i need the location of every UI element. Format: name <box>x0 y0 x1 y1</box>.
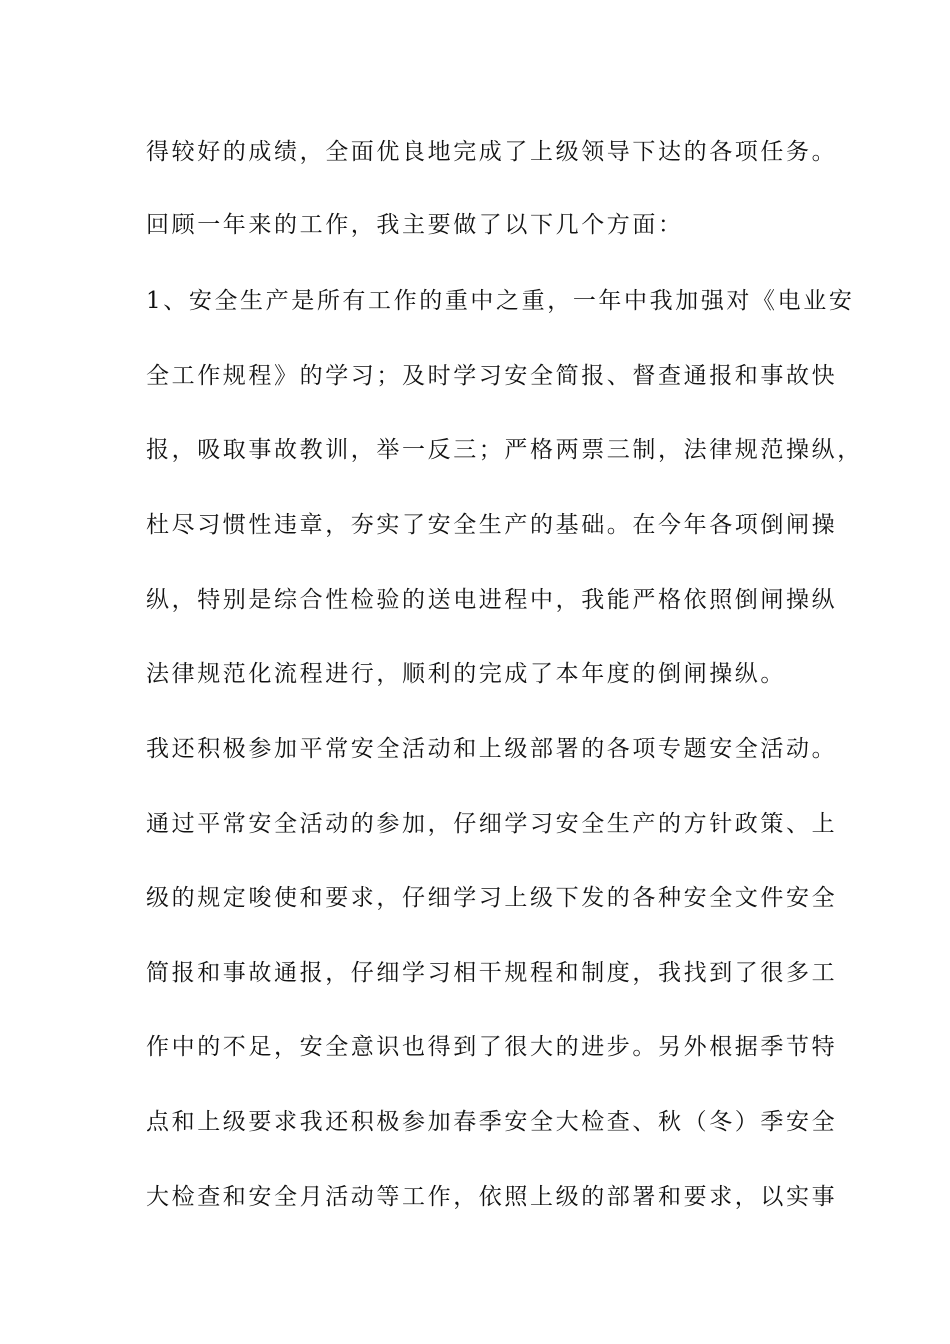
text-line: 回顾一年来的工作，我主要做了以下几个方面： <box>146 212 684 238</box>
text-line: 得较好的成绩，全面优良地完成了上级领导下达的各项任务。 <box>146 139 838 165</box>
text-line: 杜尽习惯性违章，夯实了安全生产的基础。在今年各项倒闸操 <box>146 512 838 538</box>
text-line: 全工作规程》的学习；及时学习安全简报、督查通报和事故快 <box>146 363 838 389</box>
text-line: 作中的不足，安全意识也得到了很大的进步。另外根据季节特 <box>146 1034 838 1060</box>
text-line: 1、安全生产是所有工作的重中之重，一年中我加强对《电业安 <box>146 288 855 314</box>
text-line: 大检查和安全月活动等工作，依照上级的部署和要求，以实事 <box>146 1184 838 1210</box>
text-line: 法律规范化流程进行，顺利的完成了本年度的倒闸操纵。 <box>146 661 786 687</box>
text-line: 通过平常安全活动的参加，仔细学习安全生产的方针政策、上 <box>146 811 838 837</box>
text-line: 点和上级要求我还积极参加春季安全大检查、秋（冬）季安全 <box>146 1109 838 1135</box>
text-line: 简报和事故通报，仔细学习相干规程和制度，我找到了很多工 <box>146 960 838 986</box>
text-line: 报，吸取事故教训，举一反三；严格两票三制，法律规范操纵， <box>146 437 863 463</box>
text-line: 级的规定唆使和要求，仔细学习上级下发的各种安全文件安全 <box>146 885 838 911</box>
text-line: 我还积极参加平常安全活动和上级部署的各项专题安全活动。 <box>146 736 838 762</box>
text-line: 纵，特别是综合性检验的送电进程中，我能严格依照倒闸操纵 <box>146 587 838 613</box>
